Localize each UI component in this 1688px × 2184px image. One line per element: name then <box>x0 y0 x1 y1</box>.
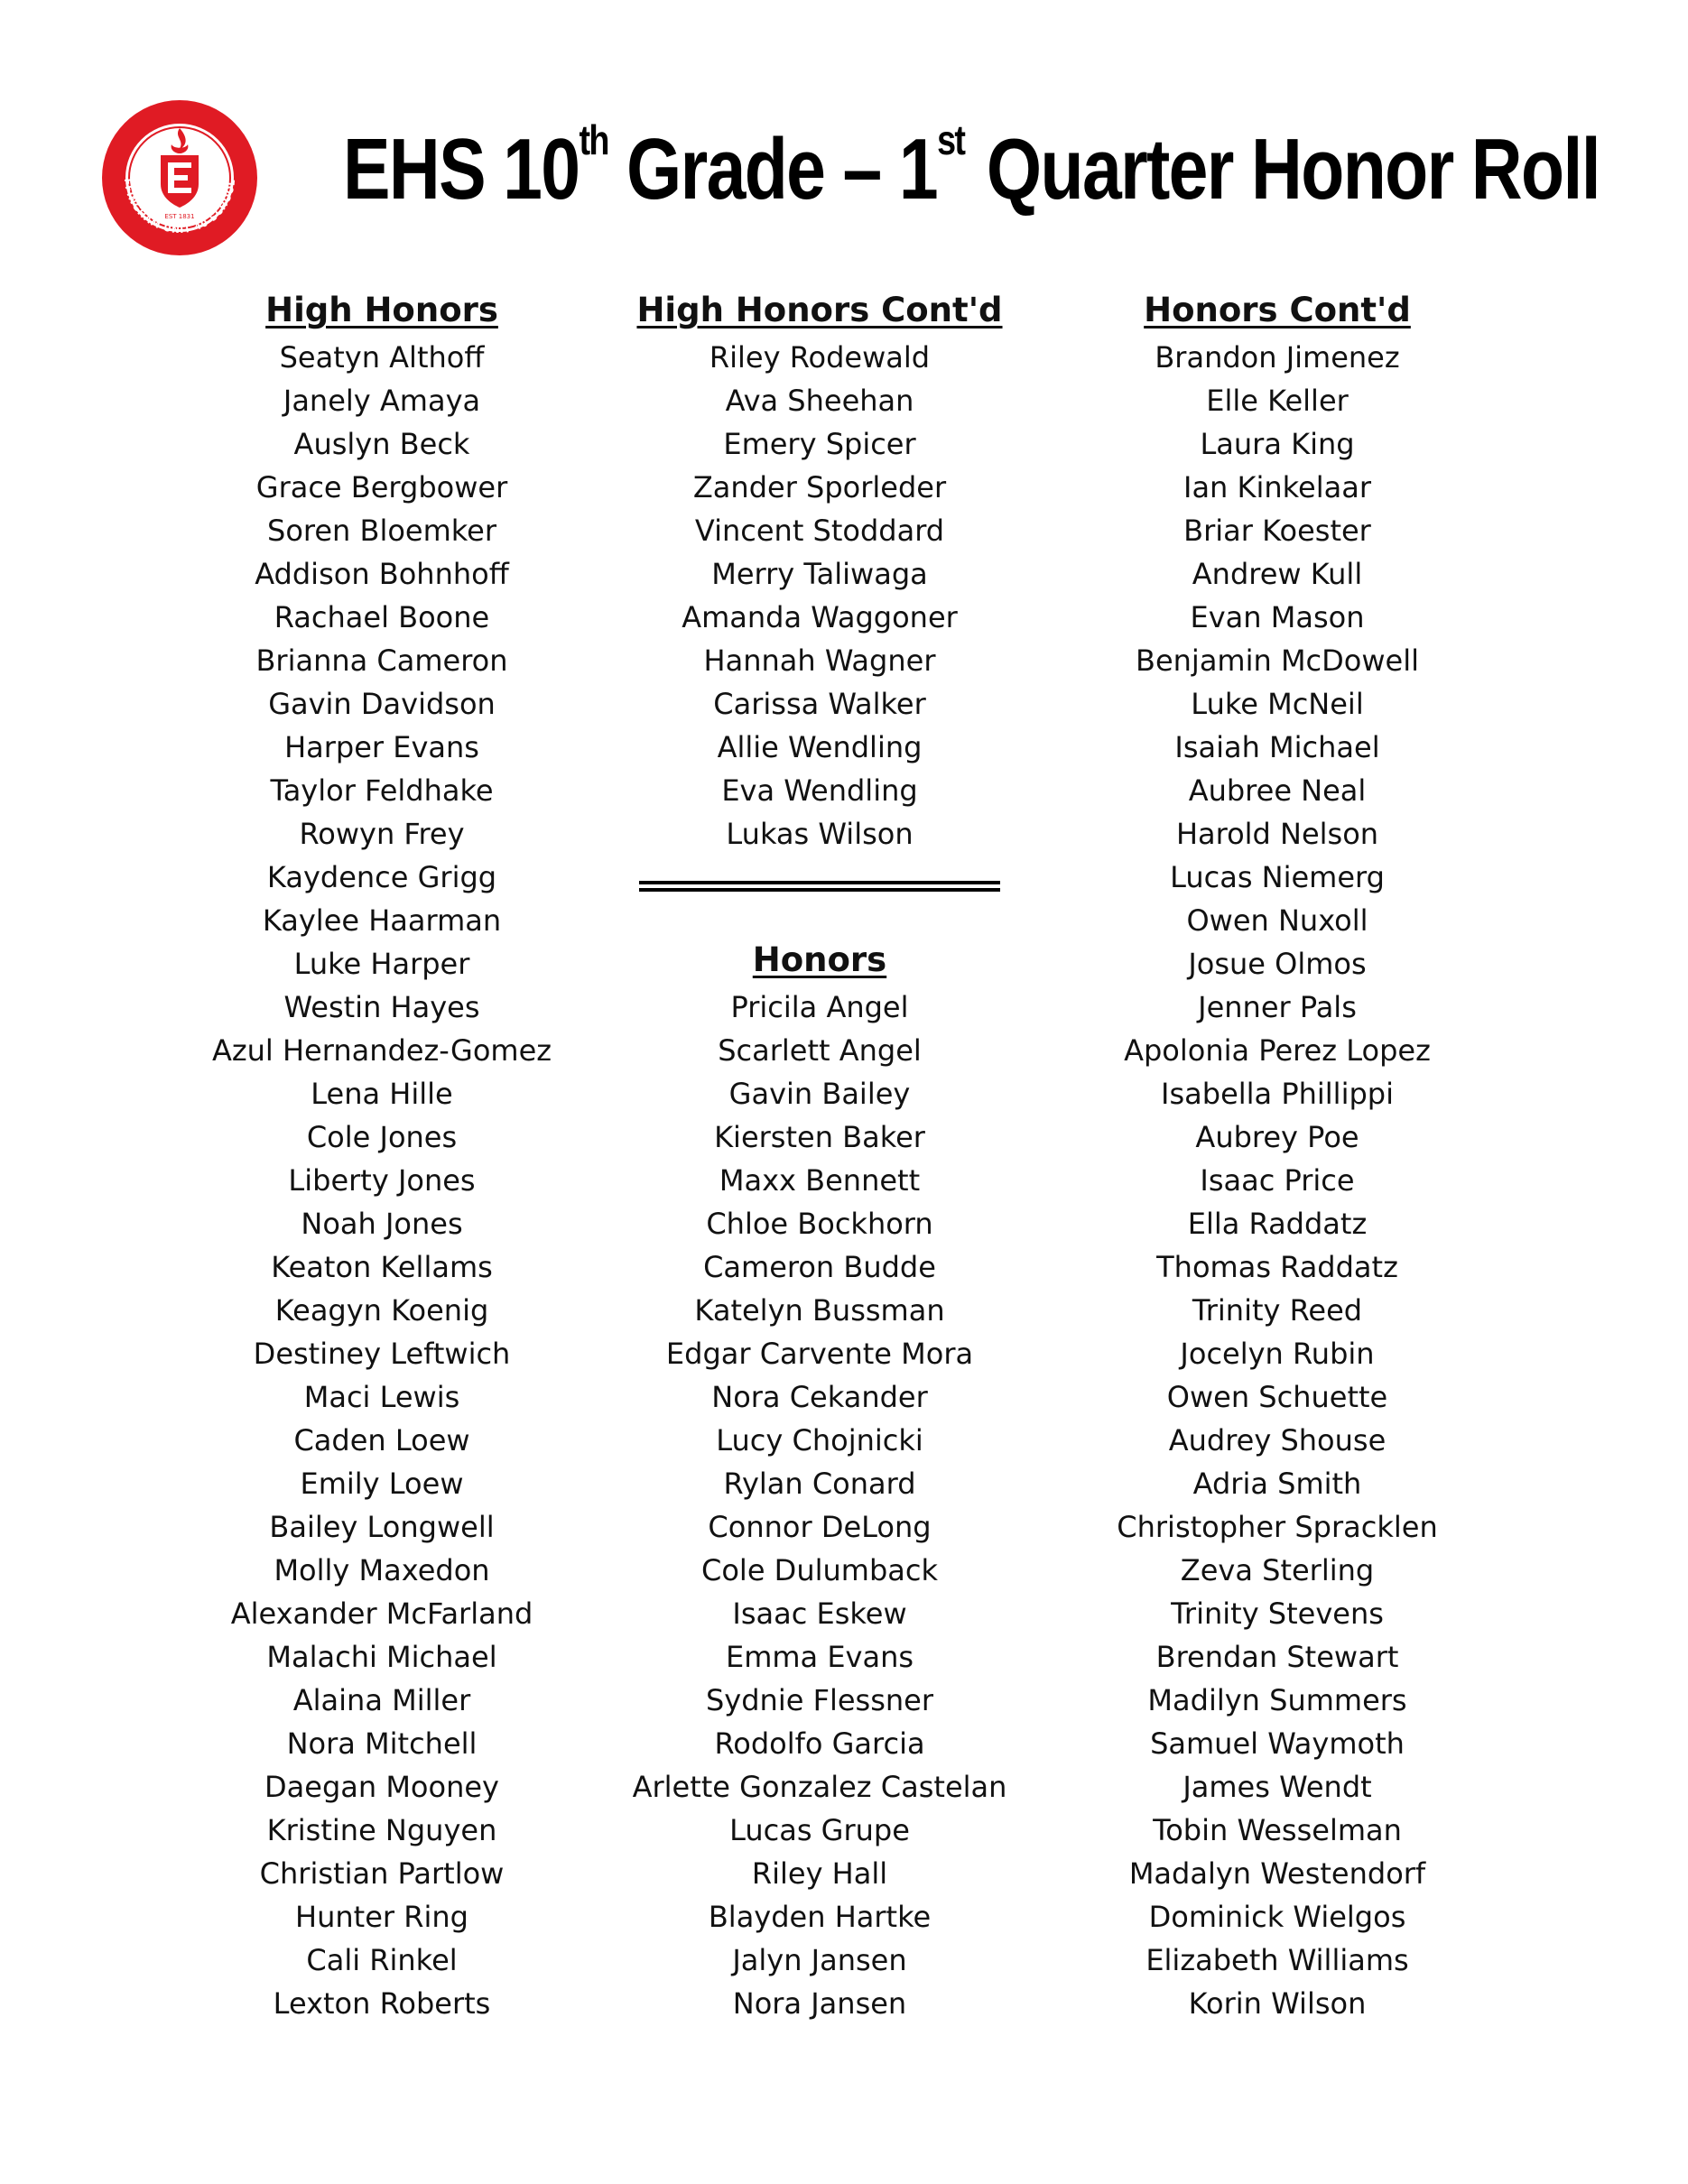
student-name: Edgar Carvente Mora <box>665 1337 974 1371</box>
student-name: Caden Loew <box>293 1423 470 1458</box>
student-name: Connor DeLong <box>708 1510 932 1544</box>
section-heading-honors-contd: Honors Cont'd <box>1144 291 1411 329</box>
student-name: Bailey Longwell <box>269 1510 495 1544</box>
student-name: Adria Smith <box>1192 1467 1362 1501</box>
student-name: Evan Mason <box>1190 600 1365 634</box>
student-name: Jocelyn Rubin <box>1180 1337 1375 1371</box>
student-name: Laura King <box>1200 427 1355 461</box>
student-name: Rachael Boone <box>274 600 490 634</box>
student-name: Grace Bergbower <box>255 470 508 504</box>
student-name: Keaton Kellams <box>271 1250 493 1284</box>
student-name: Alaina Miller <box>292 1683 471 1717</box>
student-name: Seatyn Althoff <box>279 340 485 375</box>
student-name: Elizabeth Williams <box>1145 1943 1409 1977</box>
student-name: Ian Kinkelaar <box>1183 470 1371 504</box>
section-heading-honors: Honors <box>752 940 887 979</box>
student-name: Kiersten Baker <box>714 1120 925 1154</box>
student-name: Christopher Spracklen <box>1117 1510 1438 1544</box>
student-name: Nora Mitchell <box>286 1726 478 1761</box>
student-name: Jenner Pals <box>1198 990 1357 1024</box>
student-name: Emery Spicer <box>723 427 916 461</box>
student-name: Trinity Reed <box>1192 1293 1363 1328</box>
student-name: Harold Nelson <box>1175 817 1379 851</box>
student-name: Carissa Walker <box>713 687 926 721</box>
student-name: Destiney Leftwich <box>253 1337 511 1371</box>
student-name: Hunter Ring <box>295 1900 468 1934</box>
student-name: Cole Dulumback <box>701 1553 938 1587</box>
student-name: Brandon Jimenez <box>1155 340 1400 375</box>
student-name: Pricila Angel <box>730 990 909 1024</box>
section-heading-high-honors-contd: High Honors Cont'd <box>636 291 1003 329</box>
student-name: Rodolfo Garcia <box>714 1726 925 1761</box>
student-name: Daegan Mooney <box>264 1770 499 1804</box>
student-name: Luke McNeil <box>1191 687 1364 721</box>
student-name: Trinity Stevens <box>1171 1596 1384 1631</box>
student-name: Azul Hernandez-Gomez <box>211 1033 552 1068</box>
student-name: Harper Evans <box>284 730 479 764</box>
student-name: Lexton Roberts <box>273 1986 491 2021</box>
student-name: Madilyn Summers <box>1147 1683 1407 1717</box>
student-name: Riley Rodewald <box>709 340 931 375</box>
student-name: Rowyn Frey <box>299 817 465 851</box>
student-name: Addison Bohnhoff <box>255 557 509 591</box>
student-name: Cali Rinkel <box>306 1943 458 1977</box>
student-name: Amanda Waggoner <box>682 600 958 634</box>
student-name: Tobin Wesselman <box>1153 1813 1402 1847</box>
student-name: Apolonia Perez Lopez <box>1124 1033 1431 1068</box>
student-name: Ava Sheehan <box>725 384 914 418</box>
student-name: Kristine Nguyen <box>266 1813 497 1847</box>
student-name: Kaylee Haarman <box>262 903 502 938</box>
student-name: Andrew Kull <box>1192 557 1363 591</box>
student-name: Noah Jones <box>301 1207 463 1241</box>
section-divider <box>639 881 1000 892</box>
name-list-honors <box>585 986 1054 2025</box>
column-high-honors <box>147 285 617 2025</box>
student-name: Audrey Shouse <box>1168 1423 1387 1458</box>
student-name: Hannah Wagner <box>703 643 936 678</box>
student-name: Katelyn Bussman <box>694 1293 945 1328</box>
student-name: Maxx Bennett <box>719 1163 921 1198</box>
student-name: Thomas Raddatz <box>1156 1250 1398 1284</box>
student-name: Emily Loew <box>300 1467 464 1501</box>
student-name: Merry Taliwaga <box>711 557 928 591</box>
student-name: Lucy Chojnicki <box>716 1423 923 1458</box>
column-high-honors-contd <box>585 285 1054 2025</box>
student-name: Keagyn Koenig <box>274 1293 489 1328</box>
student-name: Allie Wendling <box>717 730 923 764</box>
section-heading-high-honors: High Honors <box>265 291 498 329</box>
student-name: Lucas Niemerg <box>1170 860 1385 894</box>
student-name: Nora Jansen <box>732 1986 907 2021</box>
student-name: Isaac Price <box>1200 1163 1355 1198</box>
page-title: EHS 10th Grade – 1st Quarter Honor Roll <box>343 116 1600 217</box>
student-name: Lena Hille <box>311 1077 453 1111</box>
student-name: Alexander McFarland <box>230 1596 533 1631</box>
student-name: Liberty Jones <box>288 1163 476 1198</box>
student-name: Emma Evans <box>725 1640 914 1674</box>
student-name: Arlette Gonzalez Castelan <box>632 1770 1007 1804</box>
student-name: Christian Partlow <box>259 1856 505 1891</box>
student-name: Isaac Eskew <box>732 1596 907 1631</box>
student-name: Benjamin McDowell <box>1136 643 1419 678</box>
student-name: Ella Raddatz <box>1187 1207 1368 1241</box>
student-name: Isabella Phillippi <box>1161 1077 1394 1111</box>
student-name: Samuel Waymoth <box>1150 1726 1405 1761</box>
student-name: Isaiah Michael <box>1174 730 1380 764</box>
student-name: Owen Schuette <box>1166 1380 1388 1414</box>
student-name: Maci Lewis <box>303 1380 460 1414</box>
student-name: Korin Wilson <box>1188 1986 1367 2021</box>
student-name: Jalyn Jansen <box>732 1943 907 1977</box>
student-name: Aubrey Poe <box>1195 1120 1359 1154</box>
student-name: Luke Harper <box>293 947 470 981</box>
student-name: Nora Cekander <box>711 1380 928 1414</box>
name-list-high-honors <box>147 336 617 2025</box>
student-name: James Wendt <box>1183 1770 1372 1804</box>
logo-seal-icon <box>99 97 260 258</box>
student-name: Westin Hayes <box>283 990 480 1024</box>
student-name: Cameron Budde <box>703 1250 936 1284</box>
student-name: Auslyn Beck <box>293 427 470 461</box>
district-logo <box>99 97 260 258</box>
student-name: Riley Hall <box>751 1856 888 1891</box>
student-name: Cole Jones <box>306 1120 458 1154</box>
student-name: Elle Keller <box>1206 384 1349 418</box>
name-list-honors-contd <box>1043 336 1512 2025</box>
student-name: Kaydence Grigg <box>266 860 497 894</box>
student-name: Molly Maxedon <box>274 1553 490 1587</box>
logo-est-text: EST 1831 <box>164 213 195 220</box>
student-name: Scarlett Angel <box>718 1033 922 1068</box>
student-name: Josue Olmos <box>1188 947 1367 981</box>
student-name: Lucas Grupe <box>729 1813 910 1847</box>
student-name: Zeva Sterling <box>1180 1553 1375 1587</box>
column-honors-contd <box>1043 285 1512 2025</box>
student-name: Madalyn Westendorf <box>1128 1856 1426 1891</box>
student-name: Rylan Conard <box>723 1467 916 1501</box>
name-list-high-honors-contd <box>585 336 1054 856</box>
student-name: Briar Koester <box>1183 514 1371 548</box>
student-name: Owen Nuxoll <box>1186 903 1368 938</box>
student-name: Brendan Stewart <box>1155 1640 1399 1674</box>
student-name: Blayden Hartke <box>708 1900 932 1934</box>
student-name: Dominick Wielgos <box>1148 1900 1406 1934</box>
student-name: Sydnie Flessner <box>705 1683 934 1717</box>
student-name: Gavin Davidson <box>268 687 496 721</box>
logo-arc-text: FFINGHAM UNIT 40 SCHOOL <box>121 178 238 236</box>
student-name: Soren Bloemker <box>267 514 496 548</box>
student-name: Chloe Bockhorn <box>706 1207 933 1241</box>
student-name: Eva Wendling <box>721 773 918 808</box>
student-name: Lukas Wilson <box>726 817 914 851</box>
student-name: Malachi Michael <box>266 1640 497 1674</box>
student-name: Gavin Bailey <box>728 1077 911 1111</box>
student-name: Vincent Stoddard <box>694 514 945 548</box>
student-name: Brianna Cameron <box>255 643 508 678</box>
student-name: Zander Sporleder <box>692 470 947 504</box>
student-name: Aubree Neal <box>1188 773 1367 808</box>
student-name: Janely Amaya <box>283 384 481 418</box>
student-name: Taylor Feldhake <box>270 773 494 808</box>
